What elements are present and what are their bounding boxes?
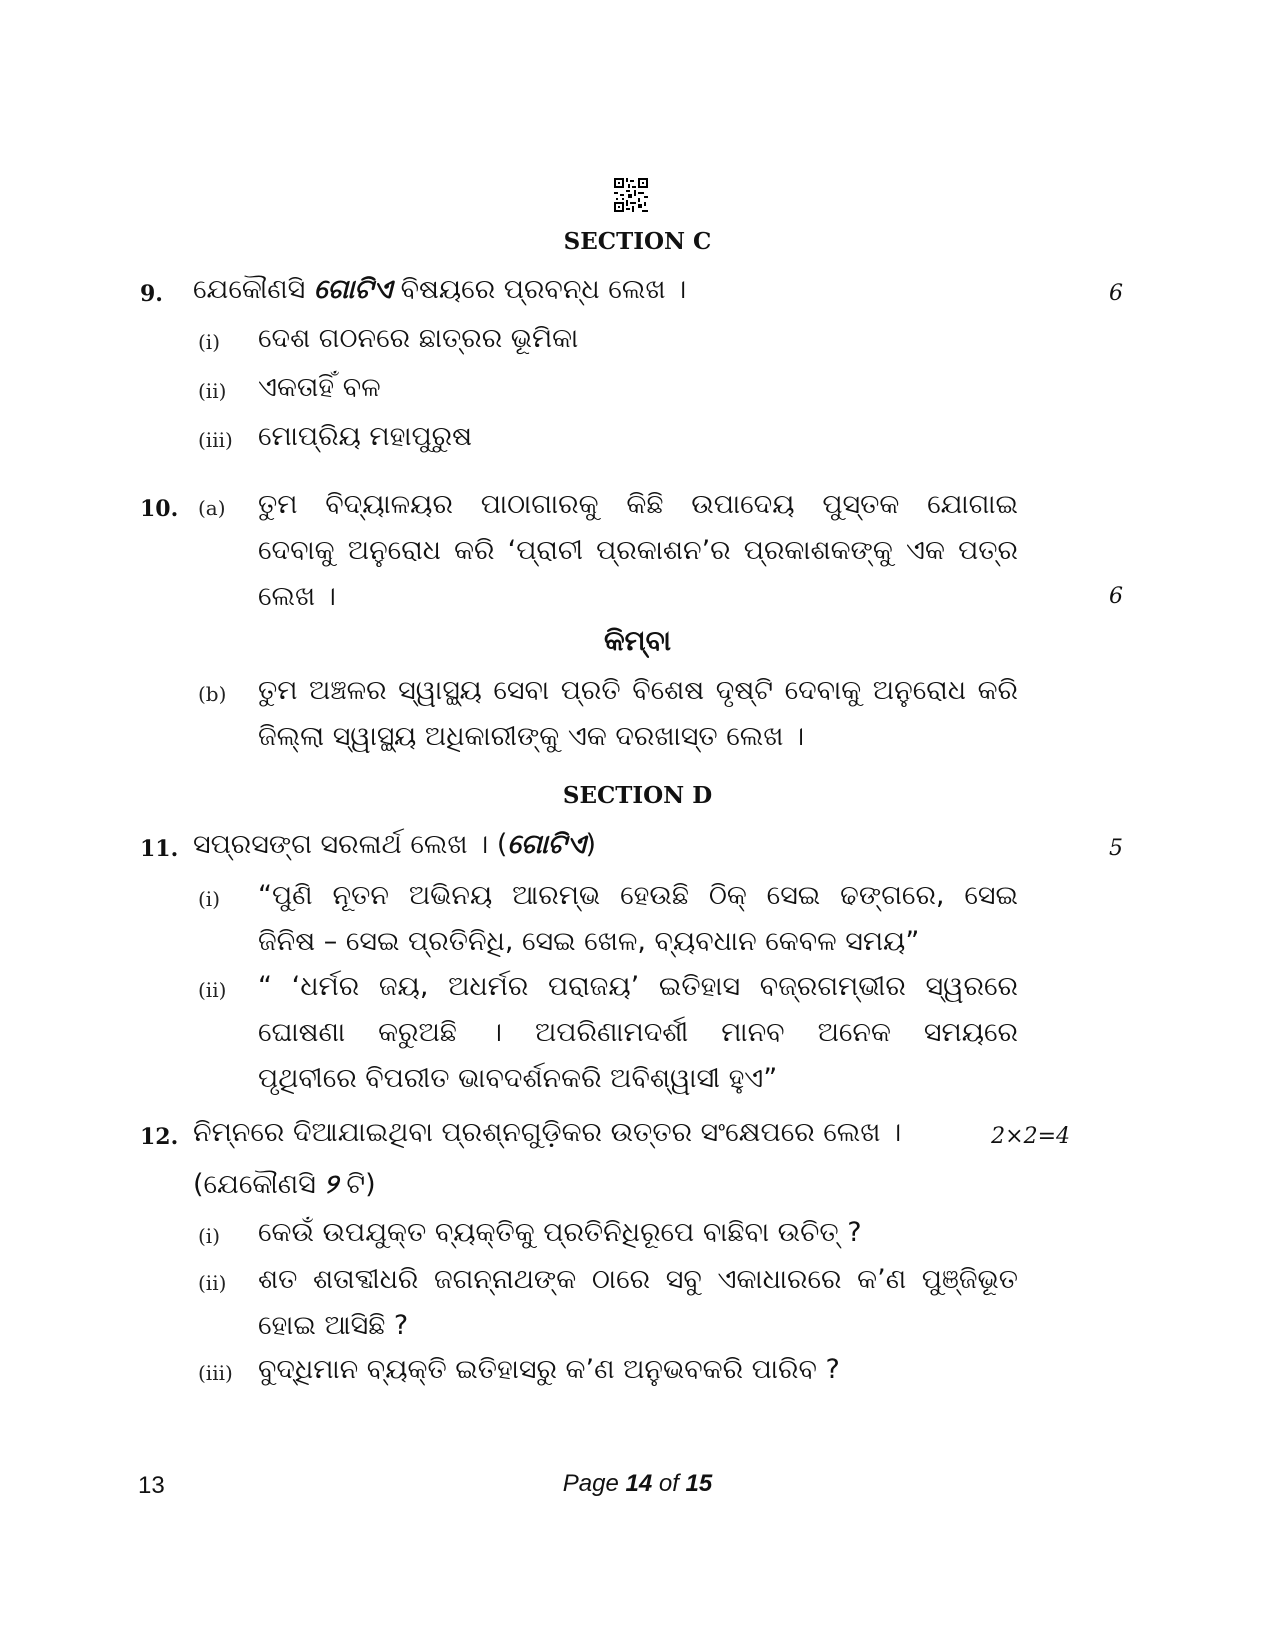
question-12-option-text: କେଉଁ ଉପଯୁକ୍ତ ବ୍ୟକ୍ତିକୁ ପ୍ରତିନିଧିରୂପେ ବାଛିବା ଉଚିତ୍ ? xyxy=(258,1217,862,1248)
page-label: Page xyxy=(562,1470,626,1497)
text-line: ତୁମ ଅଞ୍ଚଳର ସ୍ୱାସ୍ଥ୍ୟ ସେବା ପ୍ରତି ବିଶେଷ ଦୃଷ୍ଟି ଦେବାକୁ ଅନୁରୋଧ କରି xyxy=(258,675,1018,706)
question-11-text-emphasis: ଗୋଟିଏ xyxy=(507,829,586,860)
question-12-marks: 2×2=4 xyxy=(991,1124,1070,1149)
question-9-text-post: ବିଷୟରେ ପ୍ରବନ୍ଧ ଲେଖ । xyxy=(391,274,687,305)
question-12-option-label: (ii) xyxy=(198,1271,227,1295)
question-10a-text xyxy=(258,482,1018,620)
question-9-text-emphasis: ଗୋଟିଏ xyxy=(313,274,392,305)
text-line: ଘୋଷଣା କରୁଅଛି । ଅପରିଣାମଦର୍ଶୀ ମାନବ ଅନେକ ସମୟରେ xyxy=(258,1017,1018,1048)
question-9-option-text: ଦେଶ ଗଠନରେ ଛାତ୍ରର ଭୂମିକା xyxy=(258,323,579,354)
text-line: ଶତ ଶତାବ୍ଦୀଧରି ଜଗନ୍ନାଥଙ୍କ ଠାରେ ସବୁ ଏକାଧାରରେ କ’ଣ ପୁଞ୍ଜିଭୂତ xyxy=(258,1264,1018,1295)
question-11-option-label: (i) xyxy=(198,887,221,911)
question-12-text: ନିମ୍ନରେ ଦିଆଯାଇଥିବା ପ୍ରଶ୍ନଗୁଡ଼ିକର ଉତ୍ତର ସଂକ୍ଷେପରେ ଲେଖ । xyxy=(193,1117,902,1148)
question-12-number: 12. xyxy=(140,1124,179,1150)
question-11-text-post: ) xyxy=(585,829,597,860)
question-10-number: 10. xyxy=(140,496,179,522)
text-line: ତୁମ ବିଦ୍ୟାଳୟର ପାଠାଗାରକୁ କିଛି ଉପାଦେୟ ପୁସ୍ତକ ଯୋଗାଇ xyxy=(258,489,1018,520)
question-11-text-pre: ସପ୍ରସଙ୍ଗ ସରଳାର୍ଥ ଲେଖ । ( xyxy=(193,829,508,860)
page-of-label: of xyxy=(652,1470,686,1497)
section-d-title: SECTION D xyxy=(562,782,713,809)
question-9-text-pre: ଯେକୌଣସି xyxy=(193,274,314,305)
text-line: ପୃଥିବୀରେ ବିପରୀତ ଭାବଦର୍ଶନକରି ଅବିଶ୍ୱାସୀ ହୁଏ” xyxy=(258,1063,778,1094)
question-11-option-text xyxy=(258,964,1018,1102)
question-10b-label: (b) xyxy=(198,682,227,706)
question-9-option-text: ଏକତାହିଁ ବଳ xyxy=(258,372,381,403)
page-total: 15 xyxy=(685,1470,713,1497)
question-10a-label: (a) xyxy=(198,496,226,520)
question-11-option-label: (ii) xyxy=(198,978,227,1002)
page-number xyxy=(0,1470,1275,1498)
text-line: ଜିନିଷ – ସେଇ ପ୍ରତିନିଧି, ସେଇ ଖେଳ, ବ୍ୟବଧାନ କେବଳ ସମୟ” xyxy=(258,926,920,957)
question-9-option-label: (ii) xyxy=(198,379,227,403)
question-12-option-text xyxy=(258,1257,1018,1349)
question-9-marks: 6 xyxy=(1109,281,1123,306)
question-9-number: 9. xyxy=(140,281,163,307)
question-10b-text xyxy=(258,668,1018,760)
question-12-option-label: (i) xyxy=(198,1224,221,1248)
question-12-choice-emphasis: ୨ xyxy=(324,1169,338,1200)
or-separator: କିମ୍ବା xyxy=(603,624,672,657)
question-11-number: 11. xyxy=(140,836,179,862)
qr-code-icon xyxy=(614,178,648,212)
question-9-option-label: (i) xyxy=(198,330,221,354)
question-12-option-text: ବୁଦ୍ଧିମାନ ବ୍ୟକ୍ତି ଇତିହାସରୁ କ’ଣ ଅନୁଭବକରି ପାରିବ ? xyxy=(258,1354,840,1385)
page-current: 14 xyxy=(625,1470,653,1497)
question-10-marks: 6 xyxy=(1109,584,1123,609)
question-9-text xyxy=(193,267,686,313)
question-9-option-text: ମୋପ୍ରିୟ ମହାପୁରୁଷ xyxy=(258,421,473,452)
paper-code: 13 xyxy=(138,1472,165,1499)
question-12-choice-pre: (ଯେକୌଣସି xyxy=(193,1169,325,1200)
question-11-option-text xyxy=(258,873,1018,965)
question-9-option-label: (iii) xyxy=(198,428,233,452)
question-12-choice xyxy=(193,1162,376,1208)
text-line: ଦେବାକୁ ଅନୁରୋଧ କରି ‘ପ୍ରାଚୀ ପ୍ରକାଶନ’ର ପ୍ରକାଶକଙ୍କୁ ଏକ ପତ୍ର xyxy=(258,535,1018,566)
question-12-option-label: (iii) xyxy=(198,1361,233,1385)
question-11-marks: 5 xyxy=(1109,836,1123,861)
text-line: ଜିଲ୍ଲା ସ୍ୱାସ୍ଥ୍ୟ ଅଧିକାରୀଙ୍କୁ ଏକ ଦରଖାସ୍ତ ଲେଖ । xyxy=(258,721,805,752)
text-line: “ପୁଣି ନୂତନ ଅଭିନୟ ଆରମ୍ଭ ହେଉଛି ଠିକ୍ ସେଇ ଢଙ୍ଗରେ, ସେଇ xyxy=(258,880,1018,911)
section-c-title: SECTION C xyxy=(563,228,712,255)
question-11-text xyxy=(193,822,596,868)
text-line: ଲେଖ । xyxy=(258,581,336,612)
text-line: “ ‘ଧର୍ମର ଜୟ, ଅଧର୍ମର ପରାଜୟ’ ଇତିହାସ ବଜ୍ରଗମ୍ଭୀର ସ୍ୱରରେ xyxy=(258,971,1018,1002)
text-line: ହୋଇ ଆସିଛି ? xyxy=(258,1310,409,1341)
question-12-choice-post: ଟି) xyxy=(337,1169,376,1200)
